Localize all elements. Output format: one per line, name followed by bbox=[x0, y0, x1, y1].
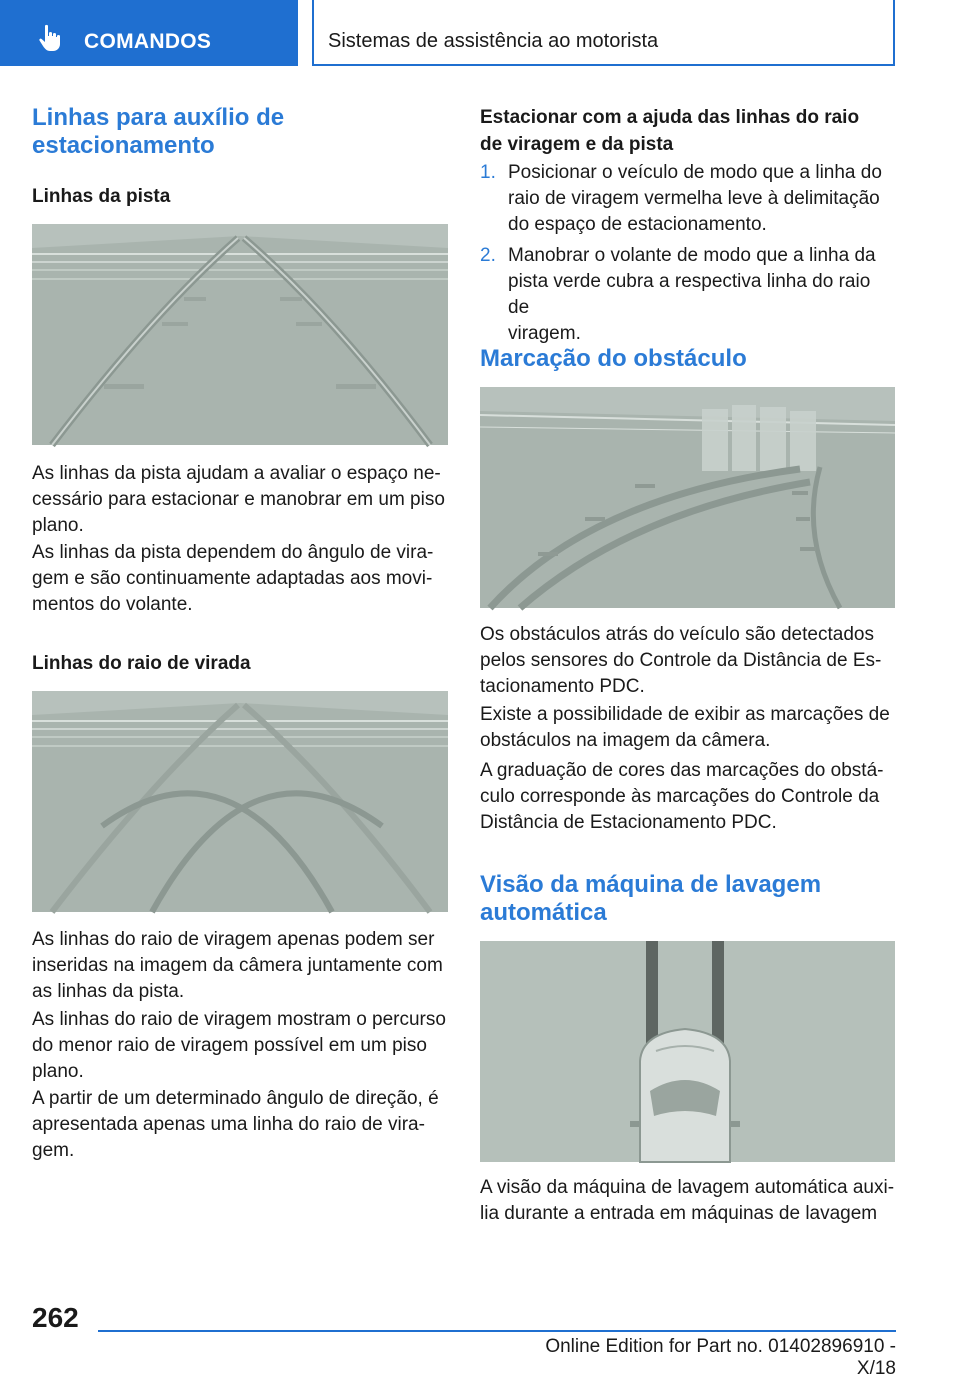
step-number: 1. bbox=[480, 162, 496, 183]
text-line: gem e são continuamente adaptadas aos movi- bbox=[32, 568, 433, 589]
text-line: gem. bbox=[32, 1140, 75, 1161]
subheading-track-lines: Linhas da pista bbox=[32, 186, 171, 207]
heading-parking-aid-lines bbox=[32, 104, 284, 160]
heading-obstacle-marking: Marcação do obstáculo bbox=[480, 345, 747, 372]
text-line: plano. bbox=[32, 515, 84, 536]
track-paragraph-2 bbox=[32, 540, 433, 618]
text-line: Os obstáculos atrás do veículo são detectados bbox=[480, 624, 874, 645]
text-line: tacionamento PDC. bbox=[480, 676, 645, 697]
obstacle-paragraph-3 bbox=[480, 758, 883, 836]
obstacle-marking-figure bbox=[480, 387, 895, 608]
text-line: As linhas da pista ajudam a avaliar o espaço ne- bbox=[32, 463, 441, 484]
section-title: Sistemas de assistência ao motorista bbox=[328, 30, 659, 52]
heading-line: estacionamento bbox=[32, 132, 215, 159]
text-line: A visão da máquina de lavagem automática auxi- bbox=[480, 1177, 895, 1198]
step-text bbox=[508, 160, 896, 238]
text-line: Existe a possibilidade de exibir as marcações de bbox=[480, 704, 890, 725]
text-line: apresentada apenas uma linha do raio de vira- bbox=[32, 1114, 425, 1135]
heading-line: Linhas para auxílio de bbox=[32, 104, 285, 131]
car-wash-figure bbox=[480, 941, 895, 1162]
obstacle-paragraph-2 bbox=[480, 702, 890, 754]
radius-paragraph-3 bbox=[32, 1086, 439, 1164]
text-line: raio de viragem vermelha leve à delimitação bbox=[508, 188, 880, 209]
text-line: obstáculos na imagem da câmera. bbox=[480, 730, 771, 751]
text-line: Distância de Estacionamento PDC. bbox=[480, 812, 777, 833]
section-header bbox=[312, 0, 895, 66]
text-line: A graduação de cores das marcações do obstá- bbox=[480, 760, 884, 781]
turning-radius-figure bbox=[32, 691, 448, 912]
heading-car-wash-view bbox=[480, 871, 821, 927]
text-line: Manobrar o volante de modo que a linha da bbox=[508, 245, 876, 266]
text-line: lia durante a entrada em máquinas de lavagem bbox=[480, 1203, 878, 1224]
text-line: do menor raio de viragem possível em um piso bbox=[32, 1035, 427, 1056]
chapter-tab-label: COMANDOS bbox=[84, 30, 212, 53]
text-line: As linhas do raio de viragem mostram o percurso bbox=[32, 1009, 446, 1030]
heading-line: Estacionar com a ajuda das linhas do raio bbox=[480, 107, 860, 128]
heading-line: automática bbox=[480, 899, 607, 926]
text-line: inseridas na imagem da câmera juntamente com bbox=[32, 955, 443, 976]
step-number: 2. bbox=[480, 245, 496, 266]
text-line: do espaço de estacionamento. bbox=[508, 214, 767, 235]
obstacle-paragraph-1 bbox=[480, 622, 881, 700]
text-line: viragem. bbox=[508, 323, 581, 344]
page-number: 262 bbox=[32, 1302, 79, 1333]
heading-line: de viragem e da pista bbox=[480, 134, 674, 155]
text-line: culo corresponde às marcações do Controle da bbox=[480, 786, 880, 807]
subheading-parking-with-lines bbox=[480, 104, 859, 158]
text-line: cessário para estacionar e manobrar em um piso bbox=[32, 489, 445, 510]
text-line: mentos do volante. bbox=[32, 594, 193, 615]
text-line: As linhas do raio de viragem apenas podem ser bbox=[32, 929, 435, 950]
hand-pointer-icon bbox=[38, 24, 64, 52]
text-line: pista verde cubra a respectiva linha do raio de bbox=[508, 271, 871, 318]
text-line: A partir de um determinado ângulo de direção, é bbox=[32, 1088, 439, 1109]
text-line: pelos sensores do Controle da Distância de Es- bbox=[480, 650, 882, 671]
subheading-turning-radius-lines: Linhas do raio de virada bbox=[32, 653, 251, 674]
text-line: As linhas da pista dependem do ângulo de vira- bbox=[32, 542, 434, 563]
text-line: as linhas da pista. bbox=[32, 981, 185, 1002]
text-line: Posicionar o veículo de modo que a linha do bbox=[508, 162, 882, 183]
radius-paragraph-2 bbox=[32, 1007, 446, 1085]
text-line: plano. bbox=[32, 1061, 84, 1082]
heading-line: Visão da máquina de lavagem bbox=[480, 871, 822, 898]
step-text bbox=[508, 243, 896, 347]
track-lines-figure bbox=[32, 224, 448, 445]
car-wash-paragraph-1 bbox=[480, 1175, 894, 1227]
step-item bbox=[480, 160, 896, 240]
track-paragraph-1 bbox=[32, 461, 445, 539]
step-item bbox=[480, 243, 896, 344]
radius-paragraph-1 bbox=[32, 927, 443, 1005]
footer-divider bbox=[98, 1330, 896, 1332]
chapter-tab[interactable] bbox=[0, 0, 298, 66]
footer-edition: Online Edition for Part no. 01402896910 - X/18 bbox=[545, 1336, 896, 1379]
